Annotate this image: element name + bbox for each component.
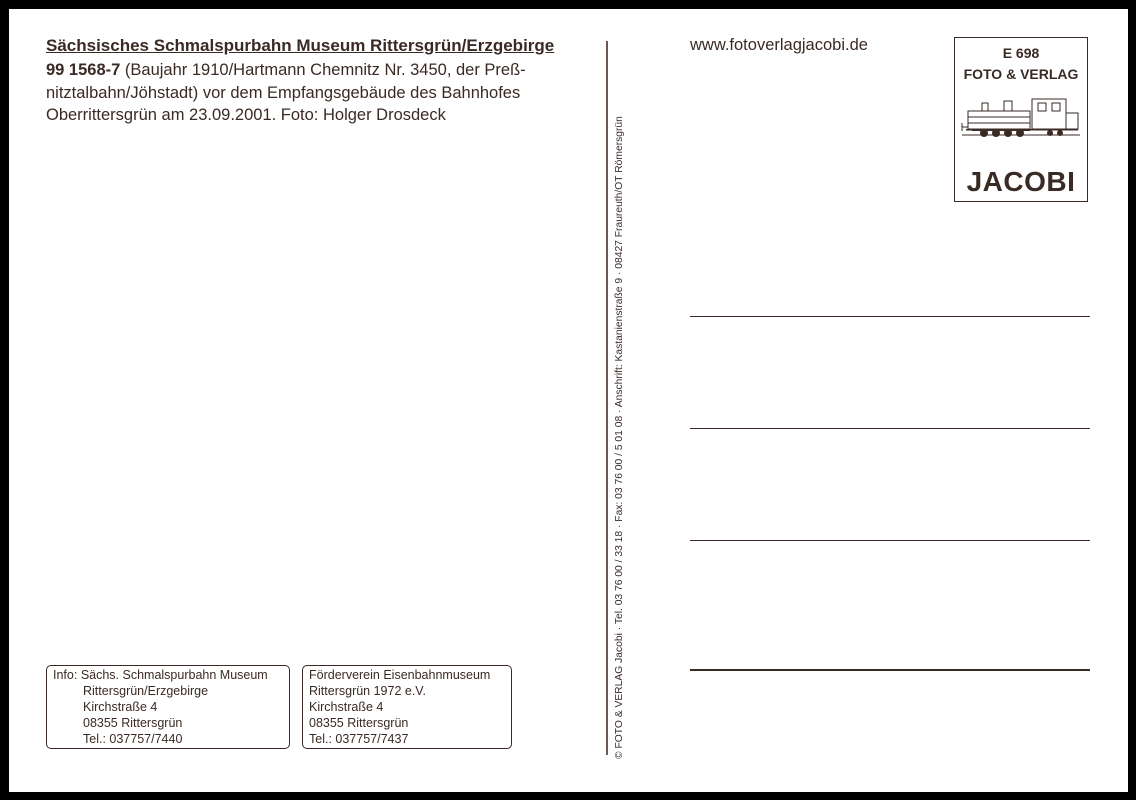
info-box-line: Tel.: 037757/7440 [83,732,183,746]
caption-title: Sächsisches Schmalspurbahn Museum Rittersgrün/Erzgebirge [46,36,555,55]
address-line [690,428,1090,429]
info-box-line: Förderverein Eisenbahnmuseum [309,668,491,682]
info-box-museum [46,665,290,749]
info-box-line: Kirchstraße 4 [83,700,158,714]
address-line [690,669,1090,671]
info-box-line: Tel.: 037757/7437 [309,732,409,746]
info-box-line: 08355 Rittersgrün [83,716,183,730]
caption-description [46,59,606,127]
publisher-name: JACOBI [966,166,1076,197]
info-box-line: Kirchstraße 4 [309,700,384,714]
locomotive-number: 99 1568-7 [46,61,121,79]
publisher-imprint [613,39,627,759]
postcard-back [9,9,1128,792]
publisher-website: www.fotoverlagjacobi.de [690,36,868,54]
logo-tagline: FOTO & VERLAG [963,66,1079,82]
steam-locomotive-icon [960,93,1082,145]
publisher-imprint-text: © FOTO & VERLAG Jacobi · Tel. 03 76 00 / 33 18 · Fax: 03 76 00 / 5 01 08 · Anschrift: Kastanienstraße 9 · 08427 Fraureuth/OT Römersgrün [614,116,625,759]
info-box-line: 08355 Rittersgrün [309,716,409,730]
address-line [690,316,1090,317]
info-box-line: Rittersgrün/Erzgebirge [83,684,209,698]
center-divider [606,41,608,755]
info-box-line: Info: Sächs. Schmalspurbahn Museum [53,668,268,682]
info-box-line: Rittersgrün 1972 e.V. [309,684,426,698]
stamp-box-logo [954,37,1088,202]
card-code: E 698 [1002,45,1040,61]
info-label: Info: [53,668,78,682]
caption-text: (Baujahr 1910/Hartmann Chemnitz Nr. 3450, der Preß-nitztalbahn/Jöhstadt) vor dem Empfangsgebäude des Bahnhofes Oberrittersgrün am 23.09.2001. Foto: Holger Drosdeck [46,61,526,124]
info-box-association [302,665,512,749]
address-line [690,540,1090,541]
